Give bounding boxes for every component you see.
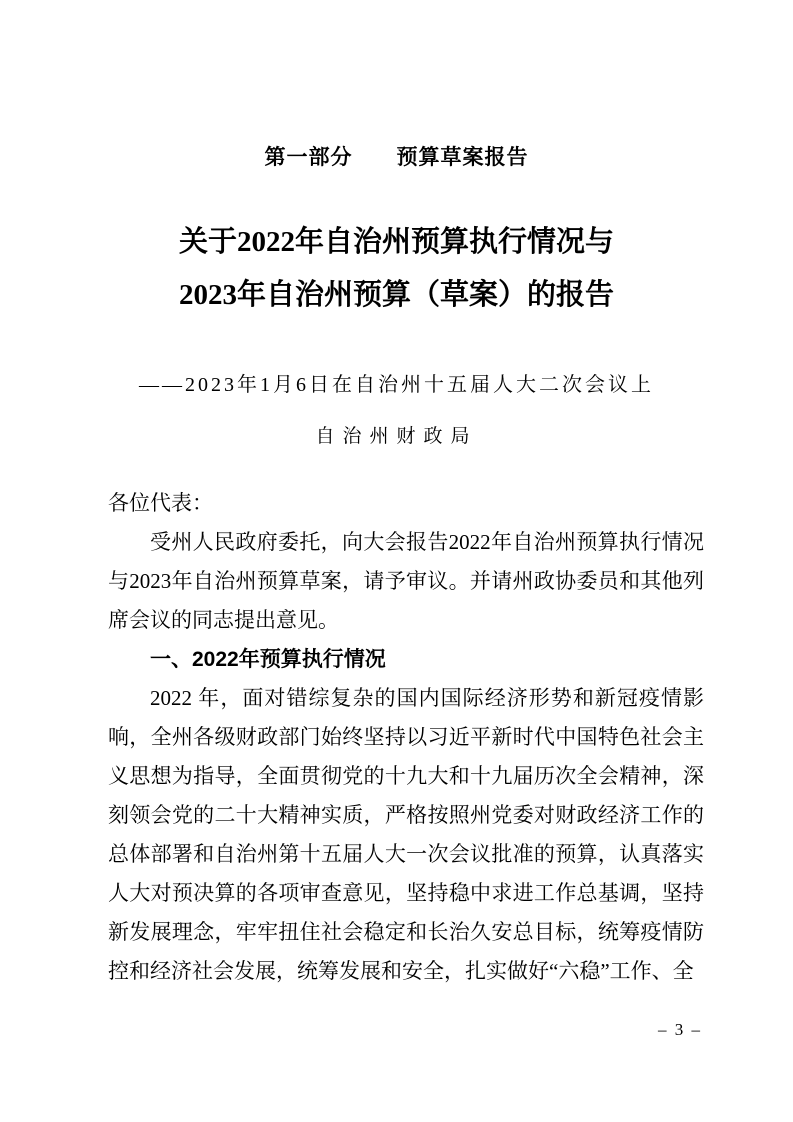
section1-paragraph: 2022 年，面对错综复杂的国内国际经济形势和新冠疫情影响，全州各级财政部门始终坚持以习近平新时代中国特色社会主义思想为指导，全面贯彻党的十九大和十九届历次全会精神，深刻领会党的二十大精神实质，严格按照州党委对财政经济工作的总体部署和自治州第十五届人大一次会议批准的预算，认真落实人大对预决算的各项审查意见，坚持稳中求进工作总基调，坚持新发展理念，牢牢扭住社会稳定和长治久安总目标，统筹疫情防控和经济社会发展，统筹发展和安全，扎实做好“六稳”工作、全 (108, 686, 704, 983)
meeting-subtitle: ——2023年1月6日在自治州十五届人大二次会议上 (139, 374, 654, 396)
section-header: 第一部分 预算草案报告 (264, 146, 529, 169)
issuing-organization: 自治州财政局 (315, 426, 478, 447)
title-line-2: 2023年自治州预算（草案）的报告 (178, 279, 614, 311)
intro-paragraph: 受州人民政府委托，向大会报告2022年自治州预算执行情况与2023年自治州预算草案，请予审议。并请州政协委员和其他列席会议的同志提出意见。 (108, 530, 704, 632)
document-body (108, 484, 704, 991)
page-number: – 3 – (658, 1020, 702, 1039)
document-title (0, 216, 793, 322)
section1-heading: 一、2022年预算执行情况 (150, 648, 386, 671)
title-line-1: 关于2022年自治州预算执行情况与 (178, 226, 614, 258)
salutation: 各位代表： (108, 491, 213, 515)
